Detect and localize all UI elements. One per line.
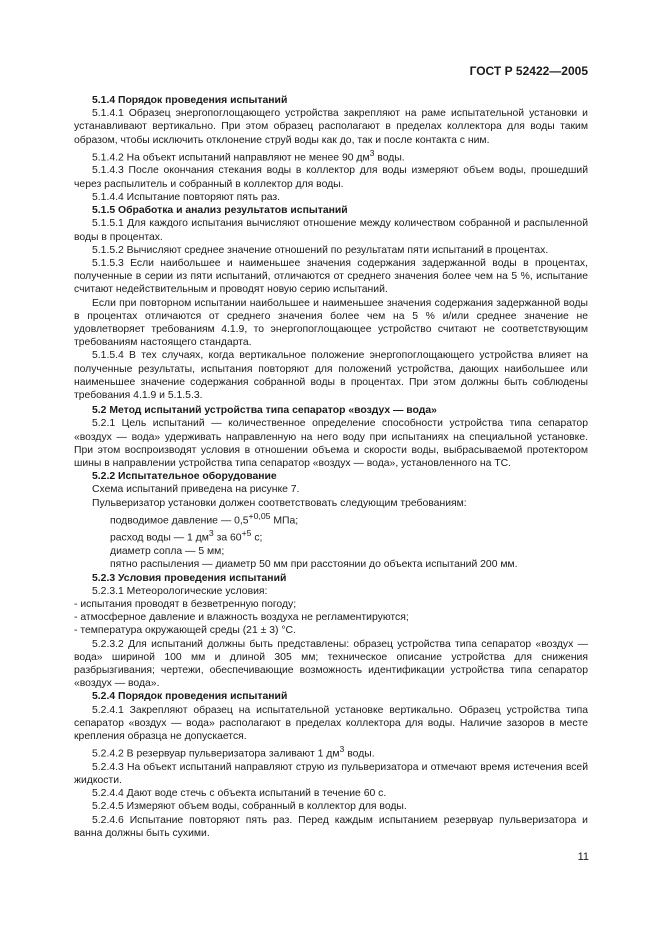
paragraph-5-1-5-3-cont: Если при повторном испытании наибольшее и наименьшее значения содержания задержанной воды в процентах отличаются от среднего значения более чем на 5 % и/или среднее значение не удовлетворяет требованиям 4.1.9, то энергопоглощающее устройство считают не соответствующим требованиям настоящего стандарта. [74, 297, 588, 349]
paragraph-5-1-4-3: 5.1.4.3 После окончания стекания воды в коллектор для воды измеряют объем воды, прошедший через распылитель и собранный в коллектор для воды. [74, 165, 588, 190]
paragraph-5-2-1: 5.2.1 Цель испытаний — количественное определение способности устройства типа сепаратор «воздух — вода» удерживать направленную на него воду при испытаниях на специальной установке. При этом воспроизводят условия в отношении объема и скорости воды, выбрасываемой протектором шины в направлении устройства типа сепаратор «воздух — вода», установленного на ТС. [74, 418, 588, 469]
paragraph-5-2-4-2: 5.2.4.2 В резервуар пульверизатора заливают 1 $дм^3$ воды. [92, 744, 375, 760]
bullet-weather: - испытания проводят в безветренную погоду; [74, 598, 297, 610]
paragraph-5-2-4-3: 5.2.4.3 На объект испытаний направляют струю из пульверизатора и отмечают время истечения всей жидкости. [74, 761, 588, 787]
bullet-temperature: - температура окружающей среды (21 ± 3) °С. [74, 625, 296, 637]
requirement-pressure: подводимое давление — $0,5^{+0,05}$ МПа; [110, 510, 299, 527]
paragraph-5-1-5-3: 5.1.5.3 Если наибольшее и наименьшее значения содержания задержанной воды в процентах, полученные в серии из пяти испытаний, отличаются от среднего значения более чем на 5 %, испытание считают недействительным и проводят новую серию испытаний. [74, 257, 588, 296]
page-number: 11 [577, 851, 589, 863]
paragraph-5-1-4-4: 5.1.4.4 Испытание повторяют пять раз. [92, 191, 281, 203]
paragraph-5-2-4-5: 5.2.4.5 Измеряют объем воды, собранный в коллектор для воды. [92, 801, 407, 813]
paragraph-5-2-2-line2: Пульверизатор установки должен соответствовать следующим требованиям: [92, 497, 467, 509]
section-title-5-2-4: 5.2.4 Порядок проведения испытаний [92, 691, 288, 703]
section-title-5-1-5: 5.1.5 Обработка и анализ результатов испытаний [92, 205, 348, 217]
section-title-5-2-3: 5.2.3 Условия проведения испытаний [92, 572, 287, 584]
requirement-flow: расход воды — 1 $дм^3$ за $60^{+5}$ с; [110, 528, 263, 544]
section-title-5-2: 5.2 Метод испытаний устройства типа сепаратор «воздух — вода» [92, 405, 437, 417]
paragraph-5-1-4-1: 5.1.4.1 Образец энергопоглощающего устройства закрепляют на раме испытательной установки и устанавливают вертикально. При этом образец располагают в пределах коллектора для воды таким образом, чтобы исключить отклонение струй воды как до, так и после контакта с ним. [74, 108, 588, 146]
document-header: ГОСТ Р 52422—2005 [469, 64, 588, 78]
paragraph-5-2-4-1: 5.2.4.1 Закрепляют образец на испытательной установке вертикально. Образец устройства типа сепаратор «воздух — вода» располагают в пределах коллектора для воды. Наличие зазоров в месте крепления образца не допускается. [74, 704, 588, 742]
paragraph-5-1-5-2: 5.1.5.2 Вычисляют среднее значение отношений по результатам пяти испытаний в процентах. [92, 244, 549, 256]
paragraph-5-2-4-4: 5.2.4.4 Дают воде стечь с объекта испытаний в течение 60 с. [92, 788, 387, 800]
requirement-nozzle: диаметр сопла — 5 мм; [110, 546, 225, 558]
bullet-pressure-humidity: - атмосферное давление и влажность воздуха не регламентируются; [74, 612, 409, 624]
paragraph-5-2-3-2: 5.2.3.2 Для испытаний должны быть представлены: образец устройства типа сепаратор «воздух — вода» шириной 100 мм и длиной 305 мм; техническое описание устройства для снижения разбрызгивания; чертежи, обеспечивающие возможность идентификации устройства типа сепаратор «воздух — вода». [74, 638, 588, 690]
paragraph-5-2-2-line1: Схема испытаний приведена на рисунке 7. [92, 484, 300, 496]
section-title-5-1-4: 5.1.4 Порядок проведения испытаний [92, 95, 288, 106]
requirement-spray-spot: пятно распыления — диаметр 50 мм при расстоянии до объекта испытаний 200 мм. [110, 559, 518, 571]
page-content [74, 94, 588, 840]
paragraph-5-2-4-6: 5.2.4.6 Испытание повторяют пять раз. Перед каждым испытанием резервуар пульверизатора и ванна должны быть сухими. [74, 814, 588, 839]
paragraph-5-1-5-1: 5.1.5.1 Для каждого испытания вычисляют отношение между количеством собранной и распыленной воды в процентах. [74, 218, 588, 243]
paragraph-5-2-3-1: 5.2.3.1 Метеорологические условия: [92, 585, 268, 597]
paragraph-5-1-4-2: 5.1.4.2 На объект испытаний направляют не менее 90 $дм^3$ воды. [92, 147, 405, 164]
section-title-5-2-2: 5.2.2 Испытательное оборудование [92, 471, 277, 483]
paragraph-5-1-5-4: 5.1.5.4 В тех случаях, когда вертикальное положение энергопоглощающего устройства влияет на полученные результаты, испытания повторяют для положений устройства, дающих наибольшее или наименьшее значение содержания собранной воды в процентах. При этом должны быть соблюдены требования 4.1.9 и 5.1.5.3. [74, 350, 588, 401]
